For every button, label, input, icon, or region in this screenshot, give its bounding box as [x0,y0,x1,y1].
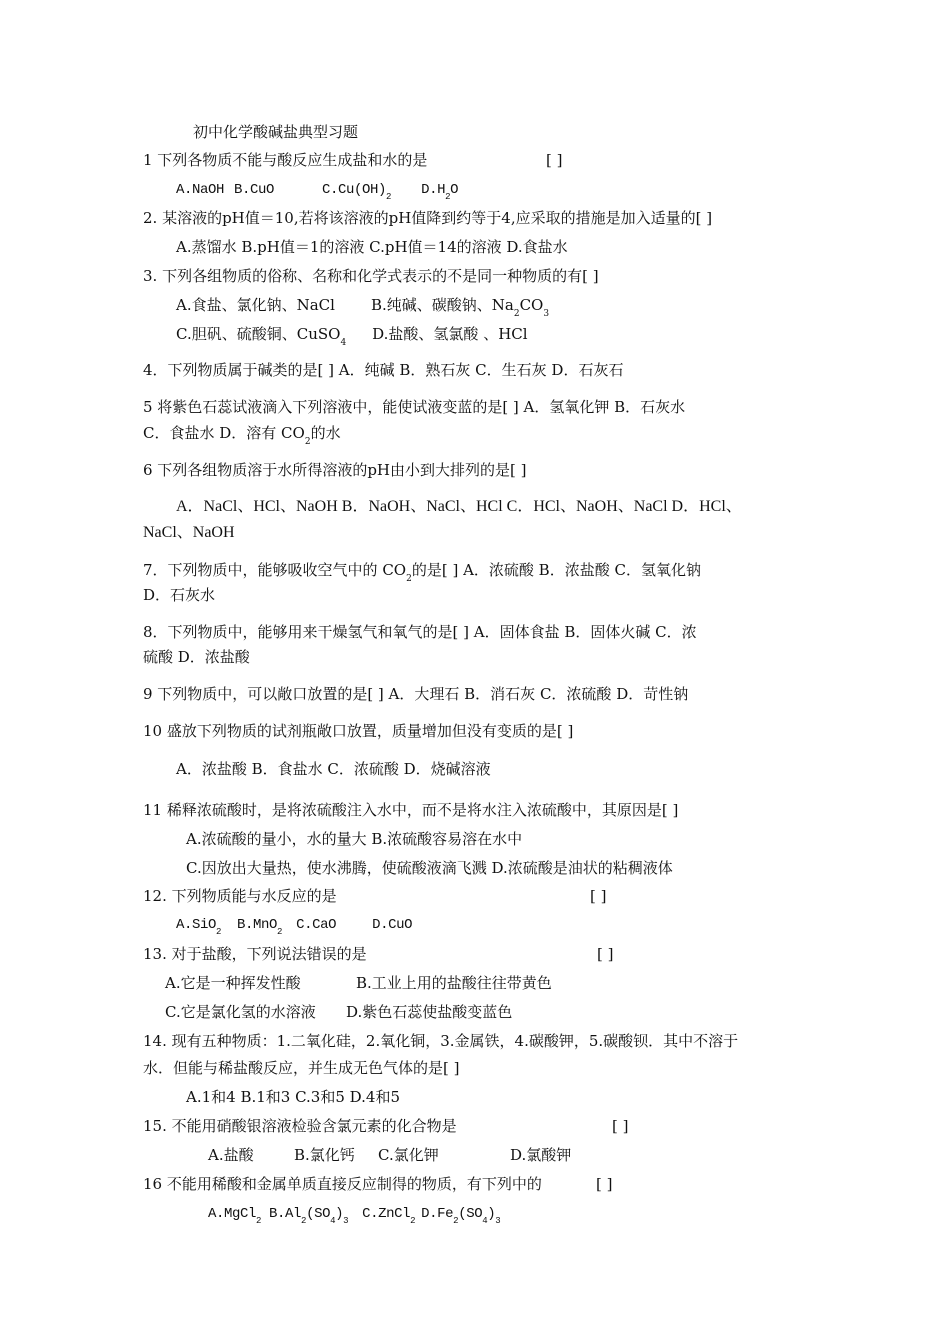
question-12-bracket: [ ] [590,887,607,905]
question-2-options: A.蒸馏水 B.pH值＝1的溶液 C.pH值＝14的溶液 D.食盐水 [176,238,568,256]
question-1-options [176,180,458,200]
option-b: B.纯碱、碳酸钠、$Na_2CO_3$ [370,296,550,319]
question-15-stem: 15. 不能用硝酸银溶液检验含氯元素的化合物是 [143,1117,457,1135]
question-15-option-c: C.氯化钾 [378,1146,439,1164]
question-13-option-d: D.紫色石蕊使盐酸变蓝色 [346,1003,513,1021]
question-13-option-c: C.它是氯化氢的水溶液 [165,1003,316,1021]
question-3-options-cd [176,324,528,348]
question-7-line-1: 7．下列物质中，能够吸收空气中的 $CO_2$的是[ ] A．浓硫酸 B．浓盐酸 C．氢氧化钠 [143,561,701,584]
question-5-line-1: 5 将紫色石蕊试液滴入下列溶液中，能使试液变蓝的是[ ] A．氢氧化钾 B．石灰水 [143,398,686,416]
question-12-stem: 12. 下列物质能与水反应的是 [143,887,337,905]
option-a: A.SiO$_2$ [176,917,222,937]
question-16-bracket: [ ] [596,1175,613,1193]
option-d: $D.H_2O$ [421,182,459,202]
question-15-option-b: B.氯化钙 [294,1146,355,1164]
question-16-options [208,1204,500,1224]
option-b: B.CuO [234,182,275,198]
question-15-bracket: [ ] [612,1117,629,1135]
option-c: C.胆矾、硫酸铜、CuSO$_4$ [176,325,347,348]
question-16-stem: 16 不能用稀酸和金属单质直接反应制得的物质，有下列中的 [143,1175,542,1193]
option-b: B.MnO$_2$ [237,917,283,937]
question-2-stem: 2. 某溶液的pH值＝10,若将该溶液的pH值降到约等于4,应采取的措施是加入适量的[ ] [143,209,713,227]
question-13-option-b: B.工业上用的盐酸往往带黄色 [356,974,552,992]
option-a: A.MgCl$_2$ [208,1206,262,1226]
question-6-stem: 6 下列各组物质溶于水所得溶液的pH由小到大排列的是[ ] [143,461,527,479]
question-13-stem: 13. 对于盐酸，下列说法错误的是 [143,945,367,963]
option-a: A.食盐、氯化钠、NaCl [176,296,335,314]
question-3-options-ab [176,295,550,319]
document-title: 初中化学酸碱盐典型习题 [193,123,359,141]
question-6-options-line-2: NaCl、NaOH [143,524,235,541]
question-11-options-line-2: C.因放出大量热，使水沸腾，使硫酸液滴飞溅 D.浓硫酸是油状的粘稠液体 [186,859,673,877]
question-6-options-line-1: A．NaCl、HCl、NaOH B．NaOH、NaCl、HCl C．HCl、NaOH、NaCl D．HCl、 [176,498,742,515]
question-14-line-2: 水．但能与稀盐酸反应，并生成无色气体的是[ ] [143,1059,460,1077]
option-c: $C.Cu(OH)_2$ [322,182,392,202]
question-1-stem: 1 下列各物质不能与酸反应生成盐和水的是 [143,151,428,169]
question-10-stem: 10 盛放下列物质的试剂瓶敞口放置，质量增加但没有变质的是[ ] [143,722,574,740]
question-15-option-a: A.盐酸 [208,1146,254,1164]
question-11-stem: 11 稀释浓硫酸时，是将浓硫酸注入水中，而不是将水注入浓硫酸中，其原因是[ ] [143,801,679,819]
question-13-bracket: [ ] [597,945,614,963]
question-14-line-1: 14. 现有五种物质：1.二氧化硅，2.氧化铜，3.金属铁，4.碳酸钾，5.碳酸钡．其中不溶于 [143,1032,739,1050]
option-d: D.CuO [372,917,413,933]
question-4: 4．下列物质属于碱类的是[ ] A．纯碱 B．熟石灰 C．生石灰 D．石灰石 [143,361,624,379]
option-a: A.NaOH [176,182,225,198]
question-3-stem: 3. 下列各组物质的俗称、名称和化学式表示的不是同一种物质的有[ ] [143,267,599,285]
question-15-option-d: D.氯酸钾 [510,1146,572,1164]
question-8-line-1: 8．下列物质中，能够用来干燥氢气和氧气的是[ ] A．固体食盐 B．固体火碱 C．浓 [143,623,697,641]
option-d: $D.Fe_2(SO_4)_3$ [421,1206,501,1226]
question-11-options-line-1: A.浓硫酸的量小，水的量大 B.浓硫酸容易溶在水中 [186,830,523,848]
option-c: C.CaO [296,917,337,933]
option-d: D.盐酸、氢氯酸 、HCl [372,325,528,343]
question-10-options: A．浓盐酸 B．食盐水 C．浓硫酸 D．烧碱溶液 [176,760,491,778]
question-9: 9 下列物质中，可以敞口放置的是[ ] A．大理石 B．消石灰 C．浓硫酸 D．苛性钠 [143,685,689,703]
question-12-options [176,915,412,935]
question-5-line-2: C．食盐水 D．溶有 $CO_2$的水 [143,424,341,447]
option-c: C.ZnCl$_2$ [362,1206,416,1226]
option-b: $B.Al_2(SO_4)_3$ [269,1206,349,1226]
question-7-line-2: D．石灰水 [143,586,216,604]
question-13-option-a: A.它是一种挥发性酸 [165,974,301,992]
question-1-bracket: [ ] [546,151,563,169]
question-14-options: A.1和4 B.1和3 C.3和5 D.4和5 [186,1088,401,1106]
question-8-line-2: 硫酸 D．浓盐酸 [143,648,250,666]
